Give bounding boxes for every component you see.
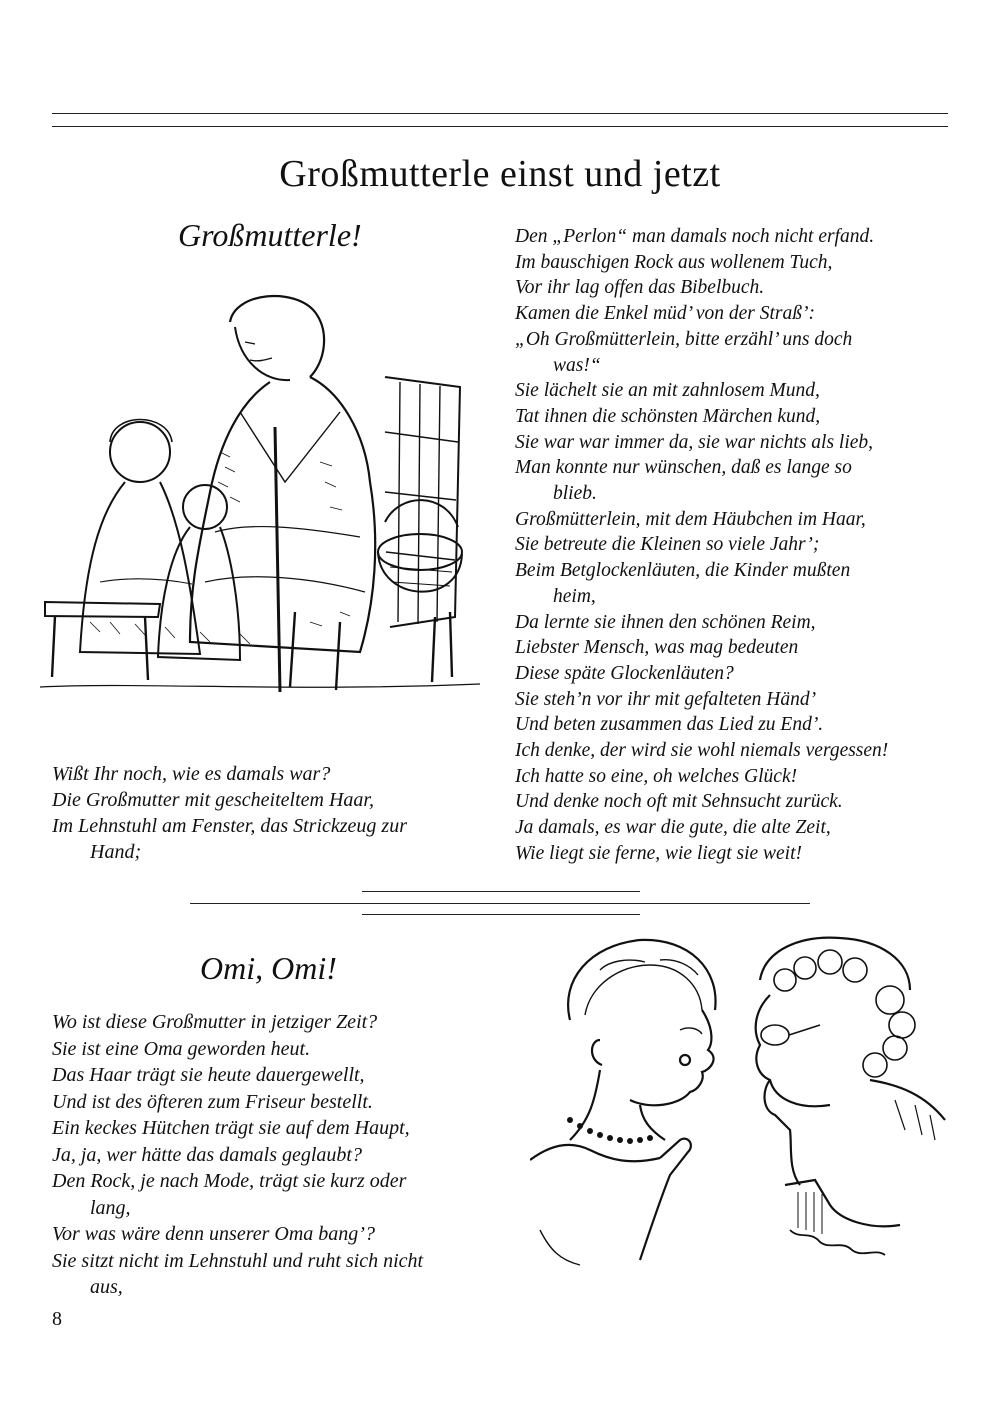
verse-line: Und beten zusammen das Lied zu End’.: [515, 714, 824, 736]
verse-line: Sie steh’n vor ihr mit gefalteten Händ’: [515, 688, 817, 710]
verse-line: Sie war war immer da, sie war nichts als lieb,: [515, 431, 874, 453]
divider-rule-bottom: [362, 914, 640, 915]
divider-rule-top: [362, 891, 640, 892]
verse-line: Wie liegt sie ferne, wie liegt sie weit!: [515, 842, 803, 864]
divider-rule-middle: [190, 903, 810, 904]
poem1-right-column: [515, 224, 888, 867]
verse-line: Hand;: [90, 841, 142, 863]
verse-line: Ein keckes Hütchen trägt sie auf dem Haupt,: [52, 1117, 410, 1139]
verse-line: Das Haar trägt sie heute dauergewellt,: [52, 1064, 365, 1086]
poem1-left-column: [52, 761, 407, 865]
grandmother-with-children-illustration: [40, 282, 490, 712]
verse-line: Und ist des öfteren zum Friseur bestellt.: [52, 1090, 373, 1113]
verse-line: aus,: [90, 1276, 123, 1298]
section1-heading: Großmutterle!: [178, 217, 362, 253]
verse-line: Da lernte sie ihnen den schönen Reim,: [515, 611, 816, 633]
verse-line: Ich denke, der wird sie wohl niemals vergessen!: [515, 740, 889, 762]
section2-heading: Omi, Omi!: [200, 950, 337, 986]
verse-line: Sie ist eine Oma geworden heut.: [52, 1037, 311, 1060]
verse-line: Den „Perlon“ man damals noch nicht erfand.: [515, 226, 875, 247]
verse-line: Vor ihr lag offen das Bibelbuch.: [515, 277, 765, 299]
verse-line: Sie lächelt sie an mit zahnlosem Mund,: [515, 380, 820, 402]
verse-line: Im Lehnstuhl am Fenster, das Strickzeug zur: [52, 815, 407, 837]
poem2-column: [52, 1009, 423, 1301]
top-rule-second: [52, 126, 948, 127]
top-rule: [52, 113, 948, 114]
verse-line: Ja damals, es war die gute, die alte Zeit,: [515, 817, 831, 839]
verse-line: Sie betreute die Kleinen so viele Jahr’;: [515, 534, 820, 556]
verse-line: Wißt Ihr noch, wie es damals war?: [52, 763, 331, 785]
page-title: Großmutterle einst und jetzt: [279, 153, 721, 195]
verse-line: Den Rock, je nach Mode, trägt sie kurz oder: [52, 1170, 407, 1192]
verse-line: Ja, ja, wer hätte das damals geglaubt?: [52, 1143, 362, 1166]
verse-line: Diese späte Glockenläuten?: [515, 662, 734, 684]
verse-line: Tat ihnen die schönsten Märchen kund,: [515, 405, 821, 427]
verse-line: Und denke noch oft mit Sehnsucht zurück.: [515, 791, 843, 813]
page-number: 8: [52, 1308, 62, 1330]
verse-line: lang,: [90, 1196, 131, 1219]
verse-line: Kamen die Enkel müd’ von der Straß’:: [515, 303, 816, 325]
verse-line: Im bauschigen Rock aus wollenem Tuch,: [515, 251, 833, 273]
verse-line: heim,: [553, 585, 596, 607]
verse-line: Sie sitzt nicht im Lehnstuhl und ruht sich nicht: [52, 1249, 424, 1272]
verse-line: „Oh Großmütterlein, bitte erzähl’ uns doch: [515, 328, 853, 350]
verse-line: Beim Betglockenläuten, die Kinder mußten: [515, 560, 851, 582]
verse-line: Wo ist diese Großmutter in jetziger Zeit?: [52, 1011, 378, 1033]
verse-line: was!“: [553, 354, 601, 376]
verse-line: Liebster Mensch, was mag bedeuten: [515, 637, 799, 659]
two-grandmothers-illustration: [530, 930, 950, 1290]
verse-line: blieb.: [553, 483, 597, 505]
verse-line: Die Großmutter mit gescheiteltem Haar,: [52, 789, 374, 811]
verse-line: Vor was wäre denn unserer Oma bang’?: [52, 1223, 375, 1245]
verse-line: Großmütterlein, mit dem Häubchen im Haar,: [515, 508, 866, 530]
verse-line: Ich hatte so eine, oh welches Glück!: [515, 765, 798, 787]
verse-line: Man konnte nur wünschen, daß es lange so: [515, 457, 852, 479]
